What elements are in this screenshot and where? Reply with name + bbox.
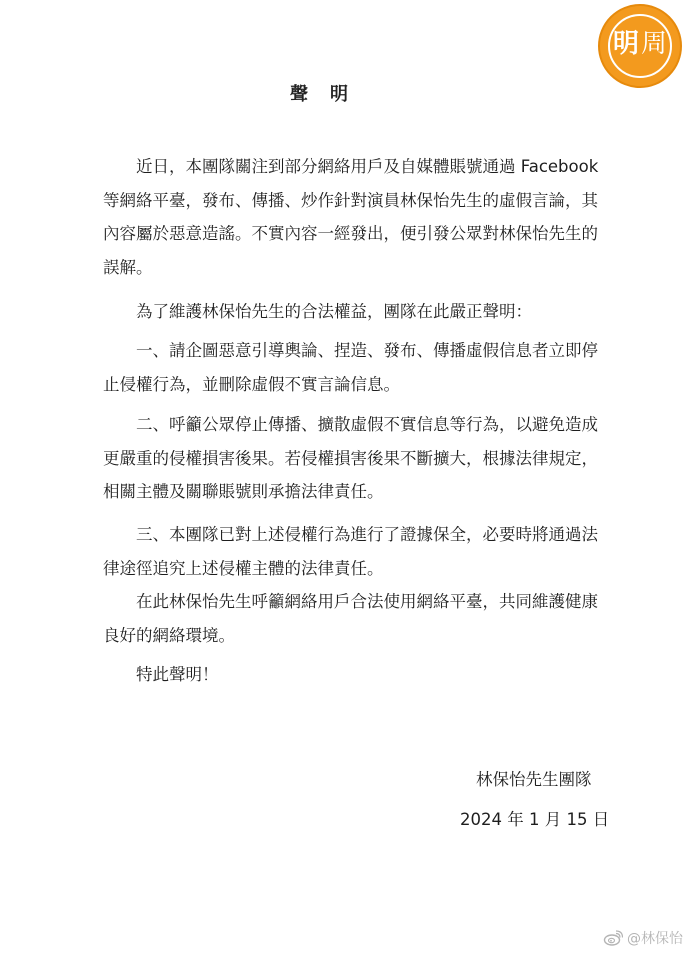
weibo-watermark <box>603 928 683 948</box>
statement-title: 聲明 <box>290 84 370 105</box>
text-line: 相關主體及關聯賬號則承擔法律責任。 <box>103 482 384 501</box>
text-line: 更嚴重的侵權損害後果。若侵權損害後果不斷擴大，根據法律規定， <box>103 448 598 468</box>
text-line: 內容屬於惡意造謠。不實內容一經發出，便引發公眾對林保怡先生的 <box>103 224 598 243</box>
signature-date: 2024 年 1 月 15 日 <box>460 810 610 829</box>
text-line: 在此林保怡先生呼籲網絡用戶合法使用網絡平臺，共同維護健康 <box>136 592 598 611</box>
paragraph-closing <box>103 658 588 692</box>
paragraph-declaration <box>103 295 588 329</box>
text-line: 近日，本團隊關注到部分網絡用戶及自媒體賬號通過 Facebook <box>136 157 599 176</box>
paragraph-point-two <box>103 408 598 509</box>
text-line: 良好的網絡環境。 <box>103 625 235 645</box>
logo-char-zhou: 周 <box>641 29 668 59</box>
text-line: 等網絡平臺，發布、傳播、炒作針對演員林保怡先生的虛假言論，其 <box>103 190 598 210</box>
paragraph-point-one <box>103 334 598 401</box>
mingzhou-logo <box>598 4 682 88</box>
signature-team: 林保怡先生團隊 <box>476 770 592 789</box>
text-line: 特此聲明！ <box>136 665 219 684</box>
text-line: 誤解。 <box>103 257 153 277</box>
watermark-handle: @林保怡 <box>627 931 683 947</box>
weibo-icon <box>603 930 623 946</box>
text-line: 為了維護林保怡先生的合法權益，團隊在此嚴正聲明： <box>136 302 532 321</box>
logo-char-ming: 明 <box>613 29 640 59</box>
text-line: 止侵權行為，並刪除虛假不實言論信息。 <box>103 374 400 394</box>
text-line: 律途徑追究上述侵權主體的法律責任。 <box>103 558 384 578</box>
text-line: 一、請企圖惡意引導輿論、捏造、發布、傳播虛假信息者立即停 <box>136 341 598 360</box>
paragraph-appeal <box>103 585 598 652</box>
text-line: 二、呼籲公眾停止傳播、擴散虛假不實信息等行為，以避免造成 <box>136 415 598 434</box>
paragraph-point-three <box>103 518 598 585</box>
text-line: 三、本團隊已對上述侵權行為進行了證據保全，必要時將通過法 <box>136 525 598 544</box>
paragraph-intro <box>103 150 599 284</box>
